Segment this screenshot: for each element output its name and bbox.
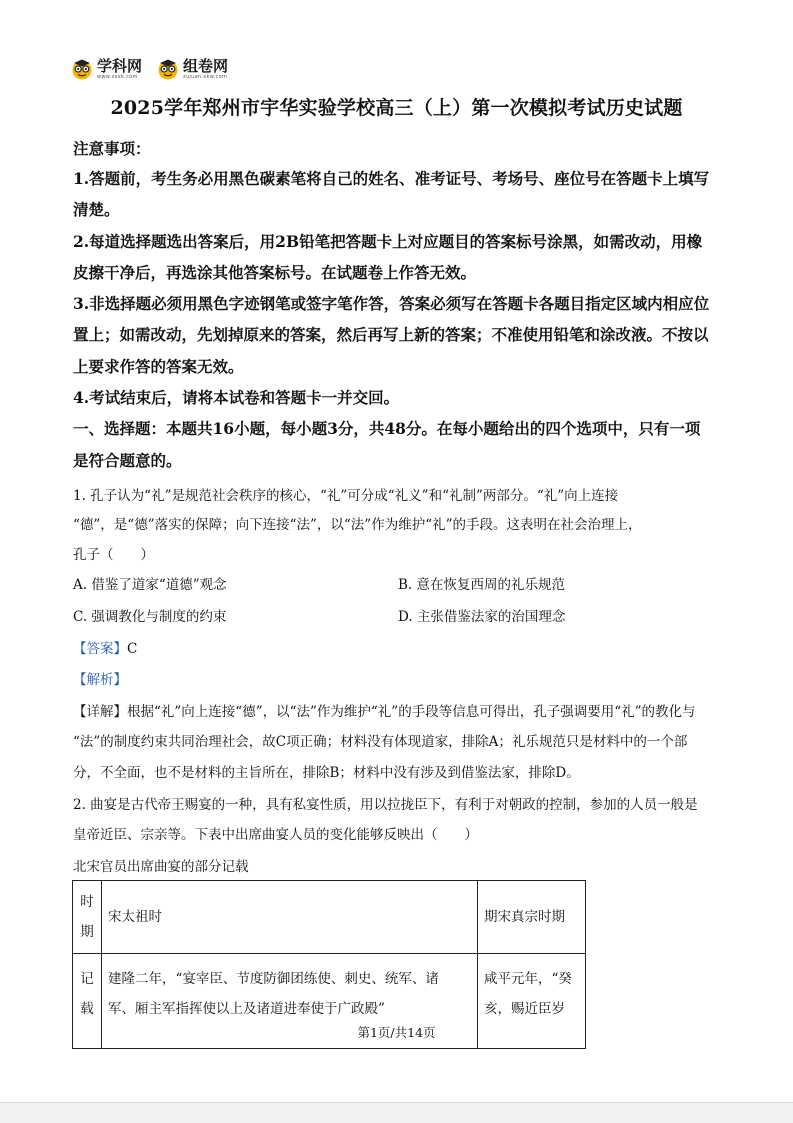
notes-line: 置上；如需改动，先划掉原来的答案，然后再写上新的答案；不准使用铅笔和涂改液。不按以 [73,325,709,344]
table-cell-text: 咸平元年，“癸 [484,971,572,987]
table-cell-text: 载 [80,1001,94,1017]
table-cell-text: 期 [80,924,94,940]
table-cell [102,881,478,954]
answer-label: 【答案】 [73,641,127,657]
notes-line: 上要求作答的答案无效。 [73,357,244,376]
q1-detail: 分，不全面，也不是材料的主旨所在，排除B；材料中没有涉及到借鉴法家，排除D。 [73,765,580,781]
q1-option-c[interactable]: C. 强调教化与制度的约束 [73,609,227,625]
q1-answer [73,637,137,657]
q2-stem: 2. 曲宴是古代帝王赐宴的一种，具有私宴性质，用以拉拢臣下，有利于对朝政的控制，参加的人员一般是 [73,797,698,813]
detail-label: 【详解】 [73,704,127,720]
zujuan-logo[interactable] [156,58,228,80]
table-row [73,881,586,954]
exam-title: 2025学年郑州市宇华实验学校高三（上）第一次模拟考试历史试题 [110,97,683,119]
q1-option-d[interactable]: D. 主张借鉴法家的治国理念 [398,609,566,625]
detail-text: 根据“礼”向上连接“德”，以“法”作为维护“礼”的手段等信息可得出，孔子强调要用“礼”的教化与 [127,704,696,720]
logo-name: 学科网 [97,56,143,75]
logo-name: 组卷网 [183,56,229,75]
q1-detail [73,700,696,720]
logo-domain: zujuan.xkw.com [183,73,228,80]
q1-stem: “德”，是“德”落实的保障；向下连接“法”，以“法”作为维护“礼”的手段。这表明在社会治理上， [73,517,642,533]
analysis-label: 【解析】 [73,672,127,688]
table-cell-text: 军、厢主军指挥使以上及诸道进奉使于广政殿” [108,1001,385,1017]
q2-stem: 皇帝近臣、宗亲等。下表中出席曲宴人员的变化能够反映出（ ） [73,827,478,843]
page-number: 第1页/共14页 [357,1025,436,1040]
table-cell-text: 时 [80,894,94,910]
q1-option-a[interactable]: A. 借鉴了道家“道德”观念 [73,577,227,593]
table-cell-text: 期宋真宗时期 [484,909,565,925]
table-cell-text: 宋太祖时 [108,909,162,925]
table-cell-label [73,881,102,954]
table-cell [478,881,586,954]
q1-option-b[interactable]: B. 意在恢复西周的礼乐规范 [398,577,566,593]
logo-domain: www.zxxk.com [97,73,138,80]
table-cell-text: 亥，赐近臣岁 [484,1001,565,1017]
table-cell-text: 建隆二年，“宴宰臣、节度防御团练使、刺史、统军、诸 [108,971,439,987]
notes-line: 皮擦干净后，再选涂其他答案标号。在试题卷上作答无效。 [73,263,477,282]
section-heading: 一、选择题：本题共16小题，每小题3分，共48分。在每小题给出的四个选项中，只有一项 [73,419,701,438]
notes-heading: 注意事项： [73,139,151,158]
smiley-owl-icon [70,58,94,80]
viewer-bottom-bar [0,1102,793,1123]
q1-stem: 孔子（ ） [73,547,154,563]
q1-detail: “法”的制度约束共同治理社会，故C项正确；材料没有体现道家，排除A；礼乐规范只是材料中的一个部 [73,734,688,750]
section-heading: 是符合题意的。 [73,451,182,470]
answer-value: C [127,641,138,657]
table-cell-text: 记 [80,971,94,987]
notes-line: 3.非选择题必须用黑色字迹钢笔或签字笔作答，答案必须写在答题卡各题目指定区域内相应位 [73,294,710,313]
notes-line: 2.每道选择题选出答案后，用2B铅笔把答题卡上对应题目的答案标号涂黑，如需改动，用橡 [73,232,703,251]
notes-line: 4.考试结束后，请将本试卷和答题卡一并交回。 [73,388,400,407]
q1-stem: 1. 孔子认为“礼”是规范社会秩序的核心，“礼”可分成“礼义”和“礼制”两部分。“礼”向上连接 [73,488,619,504]
xkw-logo[interactable] [70,58,142,80]
notes-line: 清楚。 [73,200,120,219]
table-caption: 北宋官员出席曲宴的部分记载 [73,859,249,875]
logo-bar [70,58,228,80]
notes-line: 1.答题前，考生务必用黑色碳素笔将自己的姓名、准考证号、考场号、座位号在答题卡上填写 [73,169,710,188]
smiley-owl-icon [156,58,180,80]
